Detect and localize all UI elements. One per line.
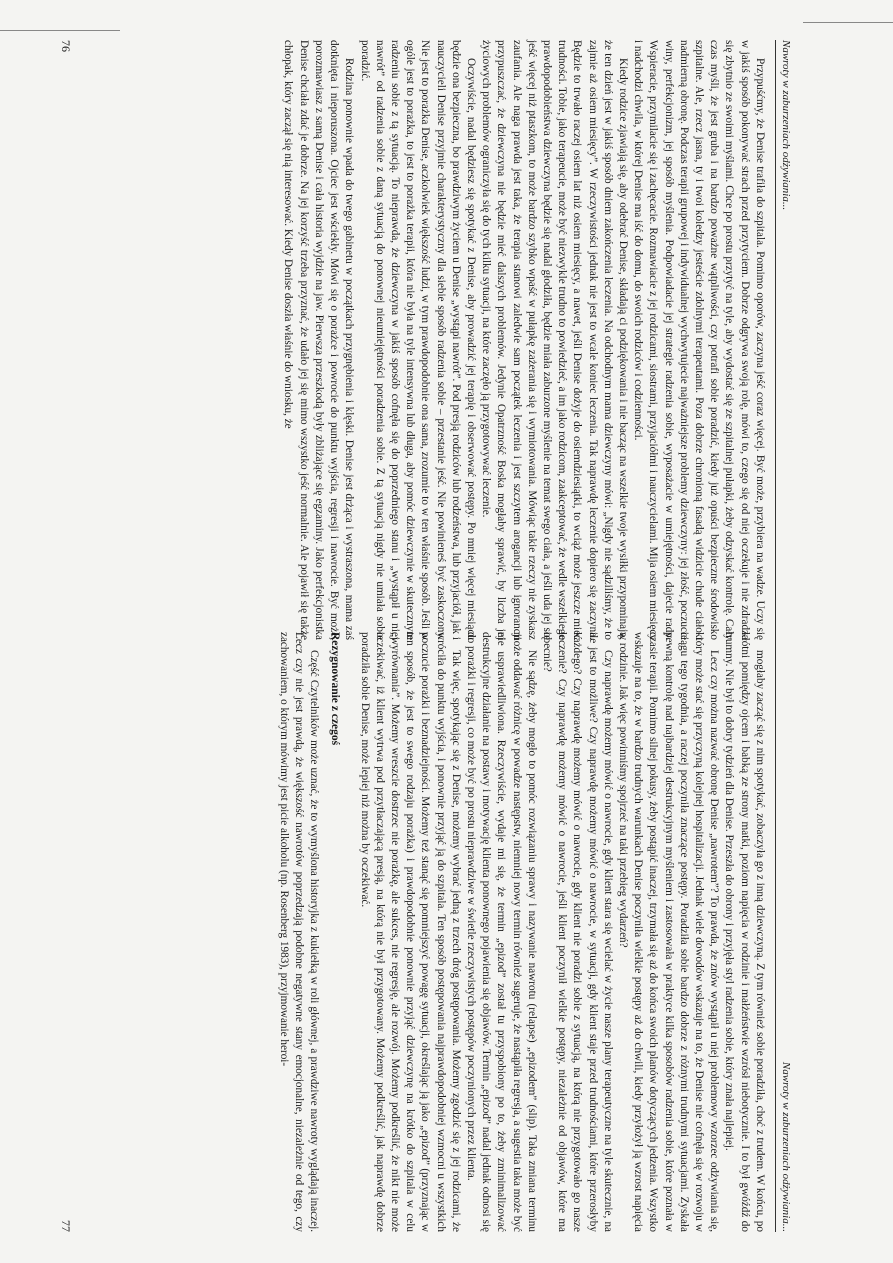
paragraph: Część Czytelników może uznać, że to wymyślona historyjka z kukiełką w roli głównej, a prawdziwe nawroty wyglądają inaczej. Lecz czy nie jest prawdą, że większość nawrotów poprzedzają podobne negatywne stany emocjonalne, niezależnie od tego, czy zachowaniem, o którym mówimy jest picie alkoholu (np. Rosenberg 1983), przyjmowanie heroi- [277,632,321,1232]
paragraph: mogłaby zacząć się z nim spotykać, zobaczyła go z inną dziewczyną. Z tym również sobie poradziła, choć z trudem. W końcu, po kłótni pomiędzy ojcem i babką ze strony matki, poziom napięcia w rodzinie i małżeństwie wzrósł niebotycznie. I to był gwóźdź do trumny. Nie był to dobry tydzień dla Denise. Przeszła do obrony i przyjęła styl radzenia sobie, który znała najlepiej. [723,632,766,1232]
right-page [0,632,893,1232]
running-header: Nawroty w zaburzeniach odżywiania... [775,40,793,640]
paragraph: Nie sądzę, żeby mogło to pomóc rozwiązaniu sprawy i nazywanie nawrotu (relapse) „epizodem” (slip). Taka zmiana terminu może oddawać różnicę w powadze następstw, niemniej nowy termin również sugeruje, że nastąpiła regresja, a sugestia taka może być nie usprawiedliwiona. Rzeczywiście, wydaje mi się, że termin „epizod” został tu przyspobiony po to, żeby zminimalizować destrukcyjne działanie na postawy i motywację klienta ponownego pojawienia się objawów. Termin „epizod” nadal jednak odnosi się do porażki i regresji, co może być po prostu nieprawdziwe w świetle rzeczywistych postępów poczynionych przez klienta. [464,632,538,1232]
paragraph: Lecz czy można nazwać obronę Denise „nawrotem”? To prawda, że znów wystąpił u niej problemowy wzorzec odżywiania się, który może stać się przyczyną kolejnej hospitalizacji. Jednak wiele dowodów wskazuje na to, że Denise nie cofnęła się w rozwoju w ciągu tego tygodnia, a raczej poczyniła znaczące postępy. Poradziła sobie bardzo dobrze z różnymi trudnymi sytuacjami. Zyskała pewną kontrolę nad najbardziej destrukcyjnym myśleniem i zastosowała w praktyce kilka sposobów radzenia sobie, które poznała w czasie terapii. Pomimo silnej pokusy, żeby postąpić inaczej, trzymała się aż do końca swoich planów dotyczących jedzenia. Wszystko wskazuje na to, że w bardzo trudnych warunkach Denise poczyniła wielkie postępy aż do chwili, kiedy przyłożył ją wzrost napięcia w rodzinie. Jak więc powinniśmy spojrzeć na taki przebieg wydarzeń? [616,632,721,1232]
section-heading: Rezygnowanie z czegoś [329,632,342,746]
paragraph: Tak więc, spotykając się z Denise, możemy wybrać jedną z trzech dróg postępowania. Możemy zgodzić się z jej rodzicami, że wróciła do punktu wyjścia, i ponownie przyjąć ją do szpitala. Ten sposób postępowania najprawdopodobniej wzmocni u wszystkich poczucie porażki i beznadziejności. Możemy też stanąć się pomniejszyć powagę sytuacji, określając ją jako „epizod” (przyznając w ten sposób, że jest to swego rodzaju porażka) i prawdopodobnie ponownie przyjąć dziewczynę na krótko do szpitala w celu „wyrównania”. Możemy wreszcie dostrzec nie porażkę, ale sukces, nie regresję, ale rozwój. Możemy podkreślić, że nikt nie może oczekiwać, iż klient wytrwa pod przytłaczającą presją, na którą nie był przygotowany. Możemy podkreślić, jak naprawdę dobrze poradziła sobie Denise, może lepiej niż można by oczekiwać. [358,632,462,1232]
paragraph: Kiedy rodzice zjawiają się, aby odebrać Denise, składają ci podziękowania i nie bacząc na wszelkie twoje wysiłki przypominają, że ten dzień jest w jakiś sposób dniem zakończenia leczenia. Na odchodnym mama dziewczyny mówi: „Nigdy nie sądziliśmy, że to zajmie aż osiem miesięcy”. W rzeczywistości jednak nie jest to wcale koniec leczenia. Tak naprawdę leczenie dopiero się zaczyna. Będzie to trwało raczej osiem lat niż osiem miesięcy, a nawet, jeśli Denise dożyje do osiemdziesiątki, to wciąż może jeszcze mieć trudności. Tobie, jako terapeucie, może być niezwykle trudno to powiedzieć, a im jako rodzicom, zaakceptować, że wedle wszelkiego prawdopodobieństwa dziewczyna będzie się nadal głodziła, będzie miała zaburzone myślenie na temat swego ciała, a jeśli uda jej się jeść więcej niż ptaszkom, to może bardzo szybko wpaść w pułapkę zażerania się i wymiotowania. Mówiąc takie rzeczy nie zyskasz zaufania. Ale naga prawda jest taka, że terapia stanowi zaledwie sam początek leczenia i jest szczytem arogancji lub ignorancji przypuszczać, że dziewczyna nie będzie mieć dalszych problemów. Jedynie Opatrzność Boska mogłaby sprawić, by liczba jej życiowych problemów ograniczyła się do tych kilku sytuacji, na które zaczęło ją przygotowywać leczenie. [480,40,629,640]
paragraph: Czy naprawdę możemy mówić o nawrocie, gdy klient stara się wcielać w życie nasze plany terapeutyczne na tyle skutecznie, na ile jest to możliwe? Czy naprawdę możemy mówić o nawrocie, w sytuacji, gdy klient staje przed trudnościami, które przerosłyby każdego? Czy naprawdę możemy mówić o nawrocie, gdy klient nie poradzi sobie z sytuacją, na którą nie przygotowało go nasze leczenie? Czy naprawdę możemy mówić o nawrocie, jeśli klient poczynił wielkie postępy, niezależnie od objawów, które ma obecnie? [540,632,614,1232]
paragraph: Oczywiście, nadal będziesz się spotykać z Denise, aby prowadzić jej terapię i obserwować postępy. Po mniej więcej miesiącu będzie ona bezpieczna, bo prawdziwym życiem u Denise „wystąpi nawrót”. Pod presją rodziców lub rodzeństwa, lub przyjaciół, jak i nauczycieli Denise przyjmie charakterystyczny dla siebie sposób radzenia sobie – przestanie jeść. Nie powinieneś być zaskoczony. Nie jest to porażka Denise, aczkolwiek większość ludzi, w tym prawdopodobnie ona sama, zrozumie to w ten właśnie sposób. Jeśli w ogóle jest to porażka, to jest to porażka terapii, która nie była na tyle intensywna lub długa, aby pomóc dziewczynie w skutecznym radzeniu sobie z tą sytuacją. To nieprawda, że dziewczyna w jakiś sposób cofnęła się do poprzedniego stanu i „wystąpił u niej nawrót” od radzenia sobie z daną sytuacją do ponownej nieumiejętności poradzenia sobie. Z tą sytuacją nigdy nie umiała sobie poradzić. [358,40,477,640]
left-page [0,40,893,640]
page-number: 76 [59,40,73,52]
paragraph: Przypuśćmy, że Denise trafiła do szpitala. Pomimo oporów, zaczyna jeść coraz więcej. Być może, przybiera na wadze. Uczy się w jakiś sposób pokonywać strach przed przytyciem. Dobrze odgrywa swoją rolę, mówi to, czego się od niej oczekuje i nie zdradza się zbytnio ze swoimi myślami. Chce po prostu przytyć na tyle, aby wydostać się ze szpitalnej pułapki, żeby odzyskać kontrolę. Cały czas myśli, że jest gruba i na bardzo poważne wątpliwości, czy potrafi sobie poradzić, kiedy już opuści bezpieczne środowisko szpitalne. Ale, rzecz jasna, ty i twoi koledzy jesteście zdolnymi terapeutami. Poza dobrze chronioną fasadą widzicie chude ciało i nadmierną obronę. Podczas terapii grupowej i indywidualnej wychwytujecie najważniejsze problemy dziewczyny: jej złość, poczucie winy, perfekcjonizm, jej sposób myślenia. Podpowiadacie jej strategie radzenia sobie, wyposażacie w umiejętności, dajecie rady. Wspieracie, przymilacie się i zachęcacie. Rozmawiacie z jej rodzicami, siostrami, przyjaciółmi i nauczycielami. Mija osiem miesięcy i nadchodzi chwila, w której Denise ma iść do domu, do swoich rodziców i codzienności. [632,40,766,640]
running-header: Nawroty w zaburzeniach odżywiania... [775,632,793,1232]
paragraph: Rodzina ponownie wpada do twego gabinetu w początkach przygnębienia i klęski. Denise jest drżąca i wystraszona, mama zaś dotknięta i nieporuszona. Ojciec jest wściekły. Mówi się o porażce i powrocie do punktu wyjścia, regresji i nawrocie. Być może, porozmawiasz z samą Denise i cała historia wyjdzie na jaw. Pierwsza przeszkodą były zbliżające się egzaminy. Jako perfekcjonistka Denise chciała zdać je dobrze. Na jej korzyść trzeba przyznać, że udało jej się mimo wszystko jeść normalnie. Ale pojawił się także chłopak, który zaczął się nią interesować. Kiedy Denise doszła właśnie do wniosku, że [282,40,356,640]
page-number: 77 [59,1220,73,1232]
